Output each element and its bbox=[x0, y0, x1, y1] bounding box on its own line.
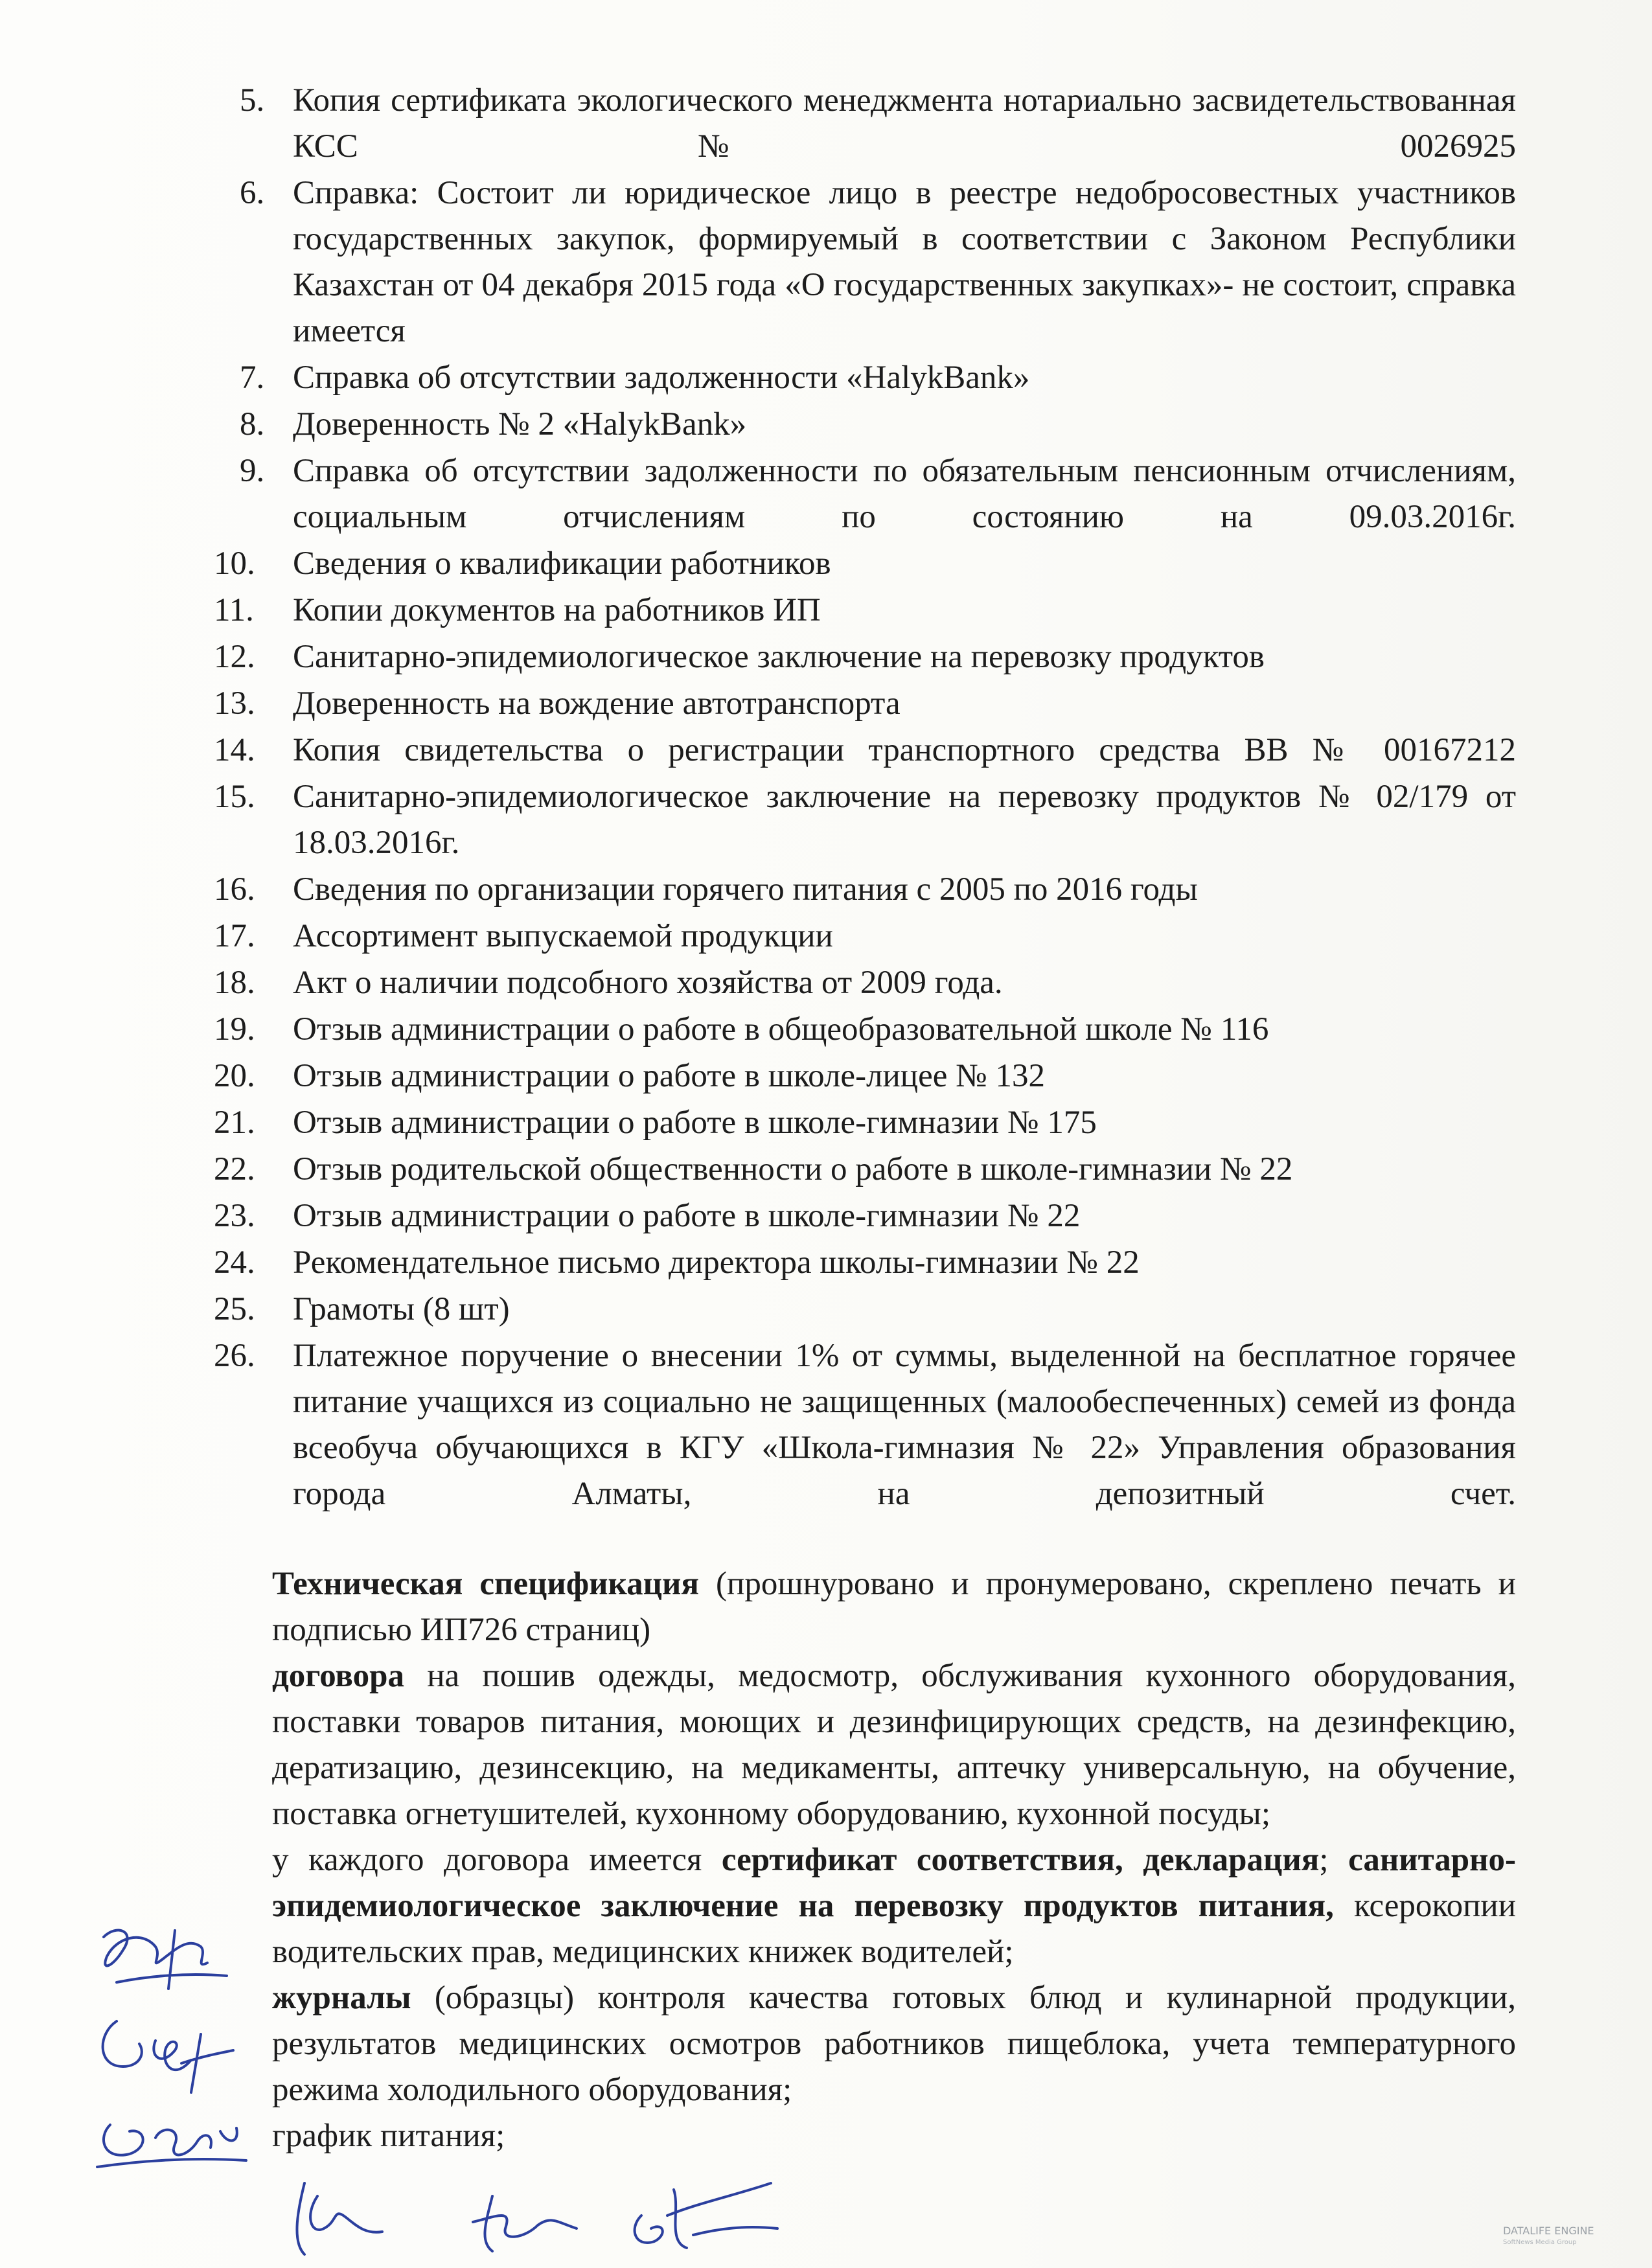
item-number: 10. bbox=[214, 545, 255, 582]
item-text: Копия сертификата экологического менеджмента нотариально засвидетельствованная КСС № 0026925 bbox=[293, 82, 1516, 165]
spec-text: на пошив одежды, медосмотр, обслуживания кухонного оборудования, поставки товаров питания, моющих и дезинфицирующих средств, на дезинфекцию, дератизацию, дезинсекцию, на медикаменты, аптечку универсальную, на обучение, поставка огнетушителей, кухонному оборудованию, кухонной посуды; bbox=[272, 1658, 1516, 1832]
list-item bbox=[214, 681, 1516, 727]
list-item bbox=[214, 727, 1516, 773]
list-item bbox=[214, 170, 1516, 354]
item-number: 13. bbox=[214, 685, 255, 722]
item-text: Справка об отсутствии задолженности по обязательным пенсионным отчислениям, социальным отчислениям по состоянию на 09.03.2016г. bbox=[293, 453, 1516, 535]
spec-paragraph bbox=[272, 1975, 1516, 2113]
list-item bbox=[214, 1287, 1516, 1333]
item-number: 24. bbox=[214, 1244, 255, 1281]
list-item bbox=[214, 541, 1516, 587]
item-number: 17. bbox=[214, 918, 255, 954]
spec-text: (образцы) контроля качества готовых блюд и кулинарной продукции, результатов медицинских осмотров работников пищеблока, учета температурного режима холодильного оборудования; bbox=[272, 1980, 1516, 2108]
spec-title: Техническая спецификация bbox=[272, 1566, 699, 1602]
technical-specification bbox=[272, 1561, 1516, 2159]
item-text: Отзыв администрации о работе в школе-гимназии № 175 bbox=[293, 1105, 1097, 1141]
item-number: 6. bbox=[240, 175, 265, 211]
item-number: 16. bbox=[214, 871, 255, 908]
watermark-title: DATALIFE ENGINE bbox=[1503, 2225, 1594, 2237]
item-text: Санитарно-эпидемиологическое заключение на перевозку продуктов № 02/179 от 18.03.2016г. bbox=[293, 779, 1516, 861]
item-number: 19. bbox=[214, 1011, 255, 1048]
item-text: Справка об отсутствии задолженности «HalykBank» bbox=[293, 360, 1030, 396]
list-item bbox=[214, 1147, 1516, 1193]
spec-paragraph bbox=[272, 1561, 1516, 1653]
item-text: Сведения о квалификации работников bbox=[293, 545, 831, 582]
list-item bbox=[214, 913, 1516, 959]
watermark bbox=[1503, 2225, 1633, 2258]
spec-paragraph bbox=[272, 2113, 1516, 2159]
item-text: Копия свидетельства о регистрации транспортного средства ВВ № 00167212 bbox=[293, 732, 1516, 768]
spec-paragraph bbox=[272, 1653, 1516, 1837]
document-list bbox=[214, 78, 1516, 1518]
item-number: 14. bbox=[214, 732, 255, 768]
list-item bbox=[214, 1007, 1516, 1053]
list-item bbox=[214, 1053, 1516, 1099]
list-item bbox=[214, 1100, 1516, 1146]
item-number: 9. bbox=[240, 453, 265, 489]
item-text: Отзыв администрации о работе в общеобразовательной школе № 116 bbox=[293, 1011, 1269, 1048]
spec-text: ; bbox=[1319, 1842, 1349, 1878]
list-item bbox=[214, 634, 1516, 680]
item-number: 8. bbox=[240, 406, 265, 442]
item-number: 23. bbox=[214, 1198, 255, 1234]
spec-bold-term: договора bbox=[272, 1658, 404, 1694]
spec-text: у каждого договора имеется bbox=[272, 1842, 722, 1878]
item-text: Платежное поручение о внесении 1% от суммы, выделенной на бесплатное горячее питание учащихся из социально не защищенных (малообеспеченных) семей из фонда всеобуча обучающихся в КГУ «Школа-гимназия № 22» Управления образования города Алматы, на депозитный счет. bbox=[293, 1338, 1516, 1512]
item-text: Отзыв родительской общественности о работе в школе-гимназии № 22 bbox=[293, 1151, 1293, 1187]
spec-bold-term: сертификат соответствия, декларация bbox=[721, 1842, 1320, 1878]
watermark-subtitle: SoftNews Media Group bbox=[1503, 2239, 1577, 2246]
item-text: Справка: Состоит ли юридическое лицо в реестре недобросовестных участников государственных закупок, формируемый в соответствии с Законом Республики Казахстан от 04 декабря 2015 года «О государственных закупках»- не состоит, справка имеется bbox=[293, 175, 1516, 349]
list-item bbox=[214, 78, 1516, 170]
spec-text: (прошнуровано и пронумеровано, скреплено печать и подписью ИП726 страниц) bbox=[272, 1566, 1516, 1648]
item-number: 11. bbox=[214, 592, 254, 628]
list-item bbox=[214, 448, 1516, 540]
margin-signatures-icon bbox=[78, 1911, 272, 2183]
item-text: Грамоты (8 шт) bbox=[293, 1291, 510, 1327]
spec-bold-term: санитарно-эпидемиологическое заключение на перевозку продуктов питания, bbox=[272, 1842, 1516, 1924]
list-item bbox=[214, 402, 1516, 448]
list-item bbox=[214, 1240, 1516, 1286]
spec-text: график питания; bbox=[272, 2118, 505, 2154]
item-number: 5. bbox=[240, 82, 265, 119]
item-text: Отзыв администрации о работе в школе-лицее № 132 bbox=[293, 1058, 1046, 1094]
item-text: Сведения по организации горячего питания с 2005 по 2016 годы bbox=[293, 871, 1198, 908]
item-text: Рекомендательное письмо директора школы-гимназии № 22 bbox=[293, 1244, 1140, 1281]
bottom-signatures-icon bbox=[279, 2170, 797, 2267]
item-text: Акт о наличии подсобного хозяйства от 2009 года. bbox=[293, 965, 1003, 1001]
item-number: 12. bbox=[214, 639, 255, 675]
item-number: 15. bbox=[214, 779, 255, 815]
item-number: 18. bbox=[214, 965, 255, 1001]
item-number: 20. bbox=[214, 1058, 255, 1094]
spec-text: ксерокопии водительских прав, медицинских книжек водителей; bbox=[272, 1888, 1516, 1970]
list-item bbox=[214, 960, 1516, 1006]
item-text: Отзыв администрации о работе в школе-гимназии № 22 bbox=[293, 1198, 1081, 1234]
item-text: Ассортимент выпускаемой продукции bbox=[293, 918, 833, 954]
list-item bbox=[214, 355, 1516, 401]
item-number: 26. bbox=[214, 1338, 255, 1374]
item-text: Копии документов на работников ИП bbox=[293, 592, 821, 628]
spec-paragraph bbox=[272, 1837, 1516, 1975]
item-text: Доверенность на вождение автотранспорта bbox=[293, 685, 901, 722]
list-item bbox=[214, 588, 1516, 634]
item-text: Доверенность № 2 «HalykBank» bbox=[293, 406, 747, 442]
item-number: 25. bbox=[214, 1291, 255, 1327]
list-item bbox=[214, 1193, 1516, 1239]
list-item bbox=[214, 774, 1516, 866]
spec-bold-term: журналы bbox=[272, 1980, 411, 2016]
list-item bbox=[214, 1333, 1516, 1517]
item-number: 7. bbox=[240, 360, 265, 396]
item-number: 21. bbox=[214, 1105, 255, 1141]
item-number: 22. bbox=[214, 1151, 255, 1187]
item-text: Санитарно-эпидемиологическое заключение на перевозку продуктов bbox=[293, 639, 1265, 675]
list-item bbox=[214, 867, 1516, 913]
